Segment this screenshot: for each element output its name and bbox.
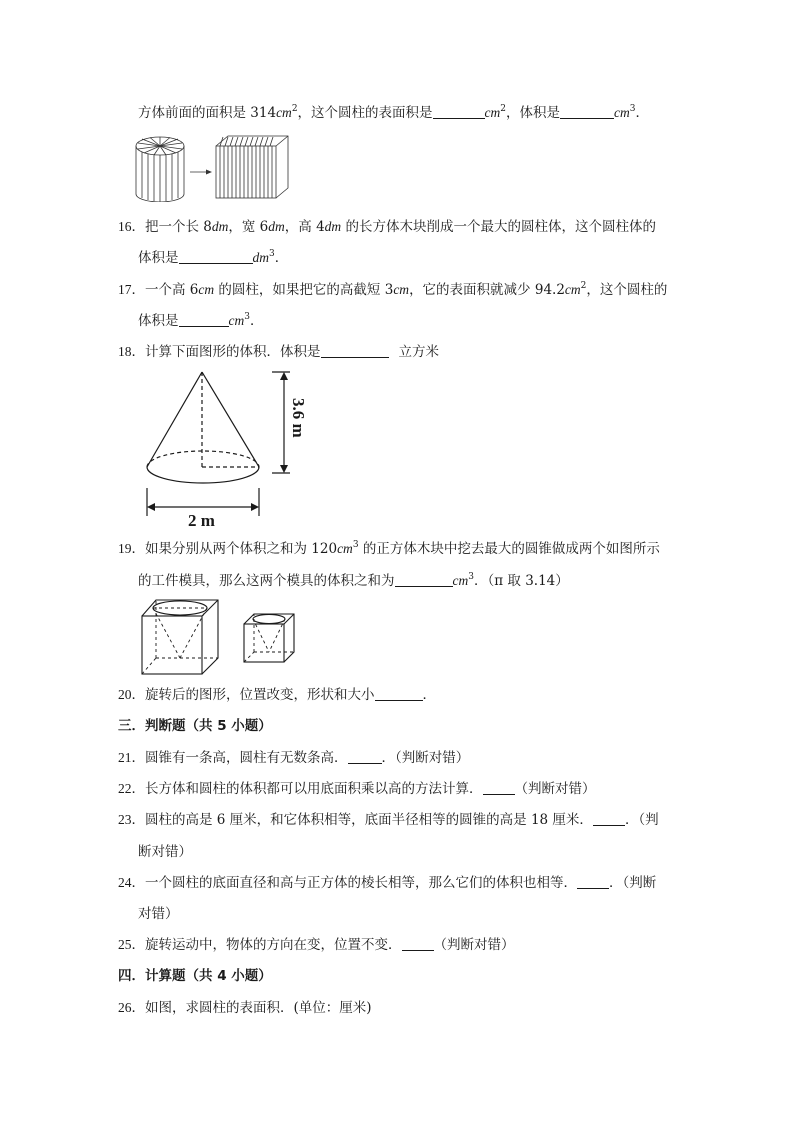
q16-line1: 16．把一个长 8dm，宽 6dm，高 4dm 的长方体木块削成一个最大的圆柱体，这个圆柱体的 <box>118 219 656 235</box>
q19-line1: 19．如果分别从两个体积之和为 $120cm^3$ 的正方体木块中挖去最大的圆锥做成两个如图所示 <box>118 540 660 557</box>
q16-line2: 体积是 $dm^3$． <box>138 249 289 266</box>
answer-blank[interactable] <box>179 250 253 264</box>
cube-molds-figure <box>138 596 308 678</box>
q23-line1: 23．圆柱的高是 6 厘米，和它体积相等，底面半径相等的圆锥的高是 18 厘米． ．（判 <box>118 812 659 828</box>
cone-figure <box>138 366 328 531</box>
answer-blank[interactable] <box>560 105 614 119</box>
q18-line: 18．计算下面图形的体积．体积是 立方米 <box>118 344 439 360</box>
q17-line1: 17．一个高 6cm 的圆柱，如果把它的高截短 3cm，它的表面积就减少 $94.2cm^2$，这个圆柱的 <box>118 281 668 298</box>
answer-blank[interactable] <box>483 781 515 795</box>
answer-blank[interactable] <box>593 812 625 826</box>
answer-blank[interactable] <box>321 344 389 358</box>
q19-line2: 的工件模具，那么这两个模具的体积之和为 $cm^3$．（π 取 3.14） <box>138 572 569 589</box>
height-label: 3.6 m <box>289 398 308 438</box>
q25-line: 25．旋转运动中，物体的方向在变，位置不变． （判断对错） <box>118 937 515 953</box>
answer-blank[interactable] <box>179 313 229 327</box>
section-heading: 三．判断题（共 5 小题） <box>118 718 272 734</box>
q24-line2: 对错） <box>138 906 179 922</box>
answer-blank[interactable] <box>577 875 609 889</box>
cylinder-to-cuboid-figure <box>132 134 294 202</box>
q23-line2: 断对错） <box>138 844 192 860</box>
answer-blank[interactable] <box>433 105 485 119</box>
base-label: 2 m <box>188 511 215 530</box>
answer-blank[interactable] <box>402 937 434 951</box>
q26-line: 26．如图，求圆柱的表面积．(单位：厘米) <box>118 1000 372 1016</box>
answer-blank[interactable] <box>395 573 453 587</box>
q21-line: 21．圆锥有一条高，圆柱有无数条高． ．（判断对错） <box>118 750 470 766</box>
section-heading: 四．计算题（共 4 小题） <box>118 968 272 984</box>
q17-line2: 体积是 $cm^3$． <box>138 312 264 329</box>
q15-line: 方体前面的面积是 $314cm^2$，这个圆柱的表面积是 $cm^2$，体积是 $cm^3$． <box>138 104 650 121</box>
answer-blank[interactable] <box>348 750 382 764</box>
q20-line: 20．旋转后的图形，位置改变，形状和大小 ． <box>118 687 436 703</box>
q24-line1: 24．一个圆柱的底面直径和高与正方体的棱长相等，那么它们的体积也相等． ．（判断 <box>118 875 657 891</box>
answer-blank[interactable] <box>375 687 423 701</box>
q22-line: 22．长方体和圆柱的体积都可以用底面积乘以高的方法计算． （判断对错） <box>118 781 596 797</box>
